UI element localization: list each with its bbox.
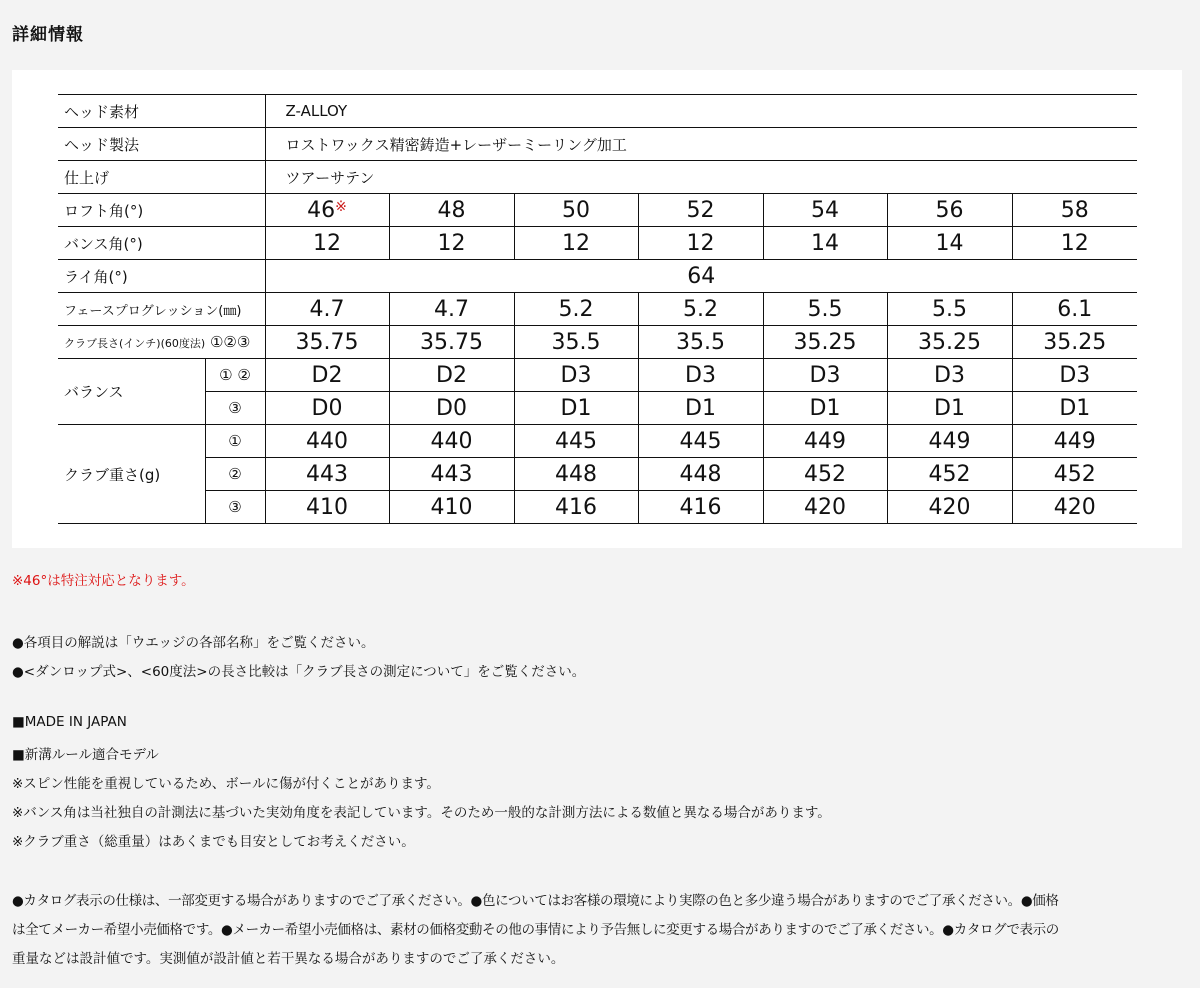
note-catalog-3: 重量などは設計値です。実測値が設計値と若干異なる場合がありますのでご了承ください。: [12, 951, 565, 967]
loft-value: 52: [638, 194, 763, 227]
weight-value: 452: [1012, 458, 1137, 491]
lie-value: 64: [265, 260, 1137, 293]
weight-value: 443: [389, 458, 514, 491]
loft-value: 54: [763, 194, 887, 227]
finish-label: 仕上げ: [58, 161, 265, 194]
length-label-cell: [58, 326, 265, 359]
head-method-value: ロストワックス精密鋳造+レーザーミーリング加工: [265, 128, 1137, 161]
loft-value: 56: [887, 194, 1012, 227]
balance-value: D1: [514, 392, 638, 425]
row-weight-2: [58, 458, 1137, 491]
weight-value: 410: [389, 491, 514, 524]
bounce-value: 14: [763, 227, 887, 260]
progression-value: 5.5: [763, 293, 887, 326]
bounce-value: 12: [265, 227, 389, 260]
balance-value: D1: [1012, 392, 1137, 425]
weight-sub: ①: [205, 425, 265, 458]
balance-sub: ③: [205, 392, 265, 425]
bounce-label: バンス角(°): [58, 227, 265, 260]
progression-label: フェースプログレッション(㎜): [58, 293, 265, 326]
progression-value: 4.7: [265, 293, 389, 326]
loft-label: ロフト角(°): [58, 194, 265, 227]
bounce-value: 12: [1012, 227, 1137, 260]
balance-value: D1: [763, 392, 887, 425]
balance-value: D1: [887, 392, 1012, 425]
balance-value: D3: [763, 359, 887, 392]
length-value: 35.5: [514, 326, 638, 359]
row-length: [58, 326, 1137, 359]
progression-value: 5.2: [638, 293, 763, 326]
balance-value: D3: [1012, 359, 1137, 392]
weight-value: 420: [763, 491, 887, 524]
note-catalog-2: は全てメーカー希望小売価格です。●メーカー希望小売価格は、素材の価格変動その他の事情により予告無しに変更する場合がありますのでご了承ください。●カタログで表示の: [12, 922, 1059, 938]
progression-value: 5.5: [887, 293, 1012, 326]
page-title: 詳細情報: [12, 25, 84, 45]
balance-value: D2: [389, 359, 514, 392]
balance-value: D2: [265, 359, 389, 392]
progression-value: 6.1: [1012, 293, 1137, 326]
length-value: 35.25: [1012, 326, 1137, 359]
balance-value: D3: [887, 359, 1012, 392]
length-value: 35.5: [638, 326, 763, 359]
bounce-value: 12: [514, 227, 638, 260]
balance-value: D1: [638, 392, 763, 425]
note-made-in: ■MADE IN JAPAN: [12, 714, 127, 730]
weight-value: 448: [638, 458, 763, 491]
length-value: 35.25: [763, 326, 887, 359]
weight-value: 448: [514, 458, 638, 491]
head-method-label: ヘッド製法: [58, 128, 265, 161]
progression-value: 5.2: [514, 293, 638, 326]
weight-value: 440: [265, 425, 389, 458]
lie-label: ライ角(°): [58, 260, 265, 293]
length-sub: ①②③: [209, 333, 251, 351]
weight-value: 420: [1012, 491, 1137, 524]
loft-value: 50: [514, 194, 638, 227]
note-weight: ※クラブ重さ（総重量）はあくまでも目安としてお考えください。: [12, 834, 415, 850]
weight-value: 445: [514, 425, 638, 458]
row-finish: [58, 161, 1137, 194]
weight-value: 440: [389, 425, 514, 458]
spec-panel: [12, 70, 1182, 548]
bounce-value: 14: [887, 227, 1012, 260]
weight-value: 452: [763, 458, 887, 491]
loft-mark: ※: [335, 198, 347, 215]
loft-value: [265, 194, 389, 227]
note-catalog-1: ●カタログ表示の仕様は、一部変更する場合がありますのでご了承ください。●色についてはお客様の環境により実際の色と多少違う場合がありますのでご了承ください。●価格: [12, 893, 1059, 909]
length-value: 35.75: [265, 326, 389, 359]
weight-value: 410: [265, 491, 389, 524]
weight-value: 416: [638, 491, 763, 524]
spec-table: [58, 94, 1137, 524]
bounce-value: 12: [638, 227, 763, 260]
row-head-method: [58, 128, 1137, 161]
row-balance-1: [58, 359, 1137, 392]
weight-value: 445: [638, 425, 763, 458]
balance-value: D3: [514, 359, 638, 392]
weight-sub: ③: [205, 491, 265, 524]
balance-value: D0: [389, 392, 514, 425]
row-progression: [58, 293, 1137, 326]
row-head-material: [58, 95, 1137, 128]
weight-sub: ②: [205, 458, 265, 491]
row-weight-3: [58, 491, 1137, 524]
length-value: 35.25: [887, 326, 1012, 359]
loft-value: 58: [1012, 194, 1137, 227]
note-new-rule: ■新溝ルール適合モデル: [12, 747, 159, 763]
progression-value: 4.7: [389, 293, 514, 326]
row-weight-1: [58, 425, 1137, 458]
note-part-names: ●各項目の解説は「ウエッジの各部名称」をご覧ください。: [12, 635, 375, 651]
balance-value: D3: [638, 359, 763, 392]
loft-value: 48: [389, 194, 514, 227]
loft-value-text: 46: [307, 197, 336, 223]
balance-label: バランス: [58, 359, 205, 425]
row-balance-2: [58, 392, 1137, 425]
weight-value: 416: [514, 491, 638, 524]
row-bounce: [58, 227, 1137, 260]
weight-value: 420: [887, 491, 1012, 524]
note-bounce: ※バンス角は当社独自の計測法に基づいた実効角度を表記しています。そのため一般的な計測方法による数値と異なる場合があります。: [12, 805, 831, 821]
weight-value: 452: [887, 458, 1012, 491]
balance-sub: ① ②: [205, 359, 265, 392]
weight-value: 449: [1012, 425, 1137, 458]
special-order-note: ※46°は特注対応となります。: [12, 573, 195, 589]
row-lie: [58, 260, 1137, 293]
row-loft: [58, 194, 1137, 227]
note-spin: ※スピン性能を重視しているため、ボールに傷が付くことがあります。: [12, 776, 440, 792]
weight-value: 449: [887, 425, 1012, 458]
balance-value: D0: [265, 392, 389, 425]
bounce-value: 12: [389, 227, 514, 260]
head-material-label: ヘッド素材: [58, 95, 265, 128]
weight-label: クラブ重さ(g): [58, 425, 205, 524]
length-label: クラブ長さ(インチ)(60度法): [64, 337, 206, 350]
head-material-value: Z-ALLOY: [265, 95, 1137, 128]
note-length-compare: ●<ダンロップ式>、<60度法>の長さ比較は「クラブ長さの測定について」をご覧ください。: [12, 664, 586, 680]
finish-value: ツアーサテン: [265, 161, 1137, 194]
weight-value: 449: [763, 425, 887, 458]
length-value: 35.75: [389, 326, 514, 359]
weight-value: 443: [265, 458, 389, 491]
